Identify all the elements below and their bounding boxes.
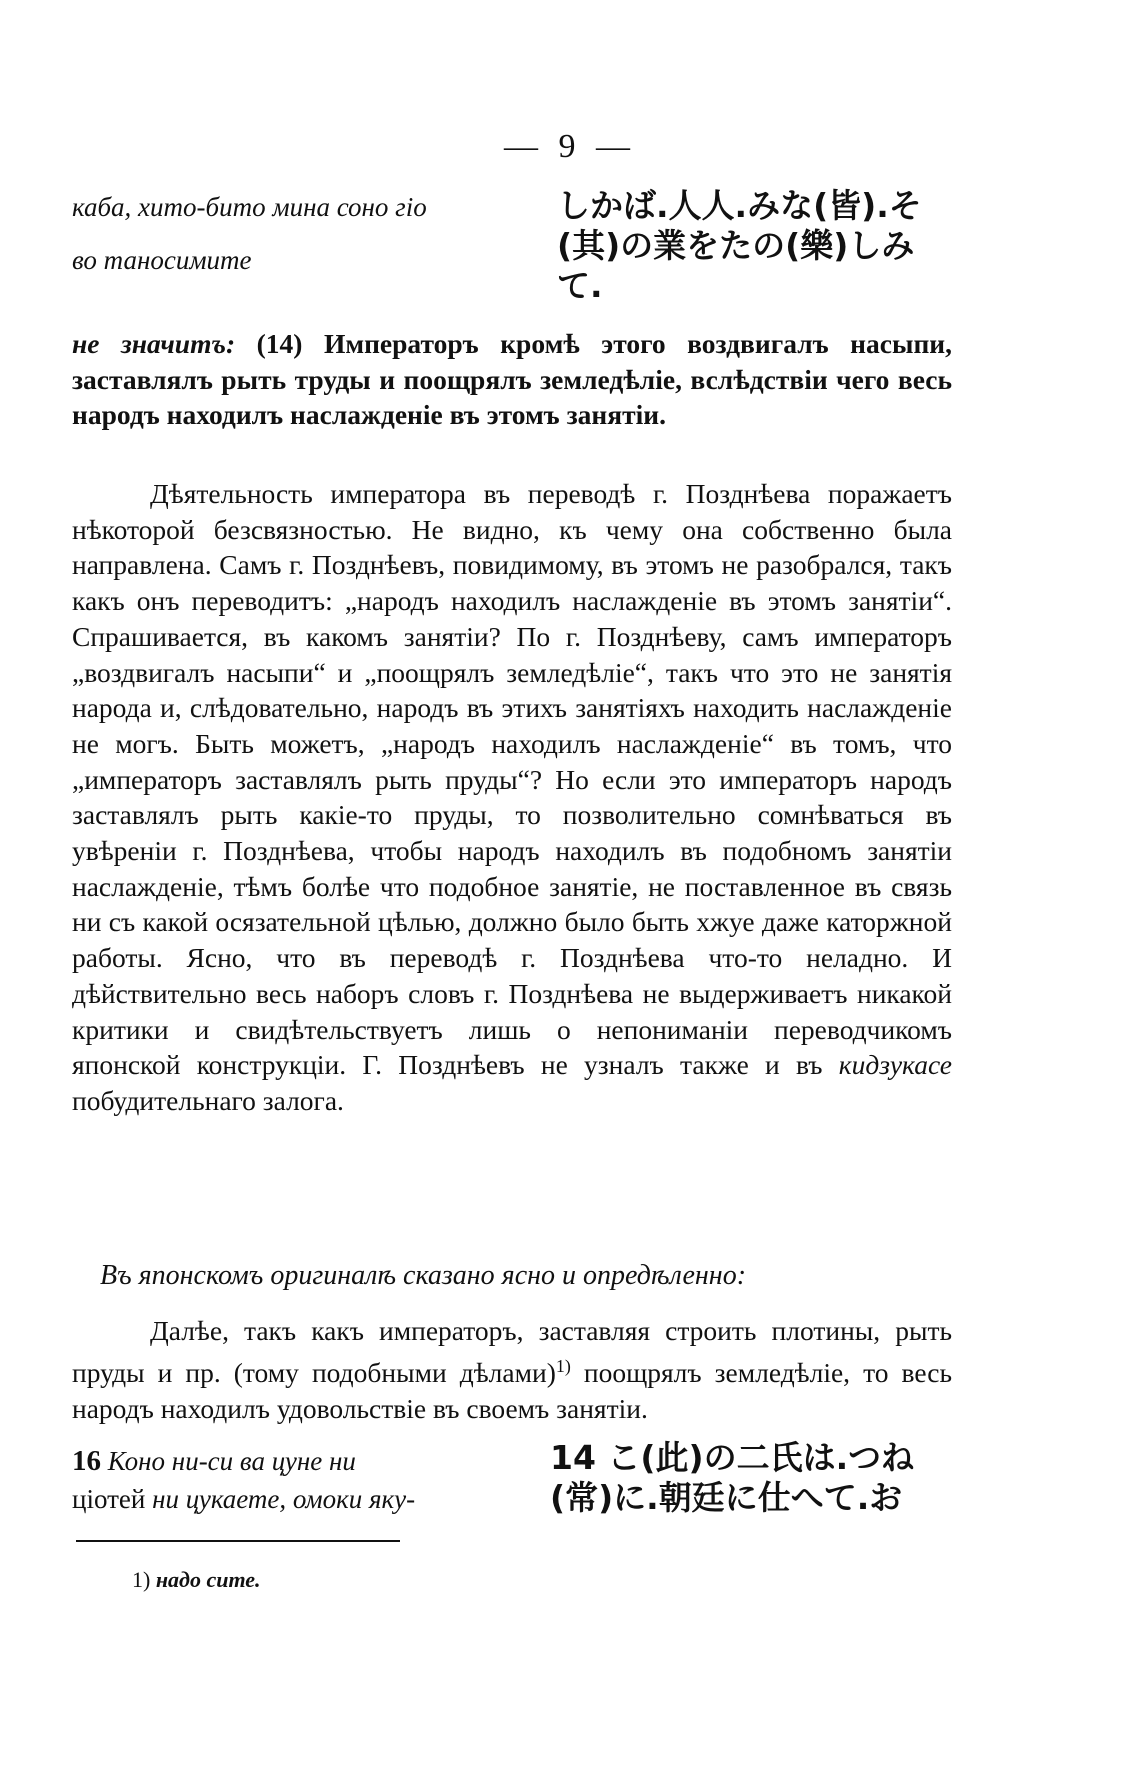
japanese-line: 14 こ(此)の二氏は.つね (550, 1438, 915, 1477)
transliteration-line (72, 1442, 512, 1480)
paragraph-text: Далѣе, такъ какъ императоръ, заставляя строить плотины, рыть пруды и пр. (тому подобными дѣлами) (72, 1315, 952, 1388)
transliteration-column (72, 192, 427, 276)
paragraph-commentary (72, 476, 952, 1119)
paragraph-text: Дѣятельность императора въ переводѣ г. Позднѣева поражаетъ нѣкоторой безсвязностью. Не видно, къ чему она собственно была направлена. Самъ г. Позднѣевъ, повидимому, въ этомъ не разобрался, такъ какъ онъ переводитъ: „народъ находилъ наслажденіе въ этомъ занятіи“. Спрашивается, въ какомъ занятіи? По г. Позднѣеву, самъ императоръ „воздвигалъ насыпи“ и „поощрялъ земледѣліе“, такъ что это не занятія народа и, слѣдовательно, народъ въ этихъ занятіяхъ находить наслажденіе не могъ. Быть можетъ, „народъ находилъ наслажденіе“ въ томъ, что „императоръ заставлялъ рыть пруды“? Но если это императоръ народъ заставлялъ рыть какіе-то пруды, то позволительно сомнѣваться въ увѣреніи г. Позднѣева, чтобы народъ находилъ въ подобномъ занятіи наслажденіе, тѣмъ болѣе что подобное занятіе, не поставленное въ связь ни съ какой осязательной цѣлью, должно было быть хжуе даже каторжной работы. Ясно, что въ переводѣ г. Позднѣева что-то неладно. И дѣйствительно весь наборъ словъ г. Позднѣева не выдерживаетъ никакой критики и свидѣтельствуетъ лишь о непониманіи переводчикомъ японской конструкціи. Г. Позднѣевъ не узналъ также и въ (72, 478, 952, 1081)
section-number: 16 (72, 1445, 101, 1477)
paragraph-text-end: побудительнаго залога. (72, 1084, 344, 1116)
japanese-column (557, 186, 922, 306)
transliteration-column (72, 1442, 512, 1518)
japanese-line: (常)に.朝廷に仕へて.お (550, 1478, 903, 1517)
italic-term: кидзукасе (838, 1049, 952, 1081)
page-number: — 9 — (504, 128, 636, 165)
japanese-line: て. (557, 266, 603, 305)
japanese-line: (其)の業をたの(樂)しみ (557, 226, 915, 265)
footnote-text: надо сите. (155, 1567, 261, 1592)
footnote-mark: 1) (132, 1567, 151, 1592)
transliteration-text: ціотей (72, 1484, 146, 1514)
paragraph-text-end: поощрялъ земледѣліе, то весь народъ находилъ удовольствіе въ своемъ занятіи. (72, 1356, 952, 1424)
footnote-divider (76, 1540, 400, 1542)
transliteration-text: Коно ни-си ва цуне ни (107, 1446, 356, 1476)
transliteration-text: ни цукаете, омоки яку- (145, 1484, 416, 1514)
lead-italic: не значитъ: (72, 328, 236, 359)
footnote (132, 1567, 261, 1593)
japanese-column (550, 1438, 914, 1518)
japanese-line: しかば.人人.みな(皆).そ (557, 186, 922, 225)
transliteration-line (72, 1480, 512, 1518)
transliteration-line: каба, хито-бито мина соно гіо (72, 192, 427, 222)
bottom-parallel-block (72, 1438, 952, 1528)
footnote-reference: 1) (555, 1355, 571, 1376)
paragraph-correct-translation (72, 1313, 952, 1426)
paragraph-text: (14) Императоръ кромѣ этого воздвигалъ насыпи, заставлялъ рыть труды и поощрялъ земледѣліе, вслѣдствіи чего весь народъ находилъ наслажденіе въ этомъ занятіи. (72, 328, 953, 431)
paragraph-translation (72, 326, 952, 433)
top-parallel-block (72, 186, 952, 305)
section-heading: Въ японскомъ оригиналѣ сказано ясно и опредѣленно: (100, 1260, 747, 1291)
transliteration-line: во таносимите (72, 245, 252, 275)
